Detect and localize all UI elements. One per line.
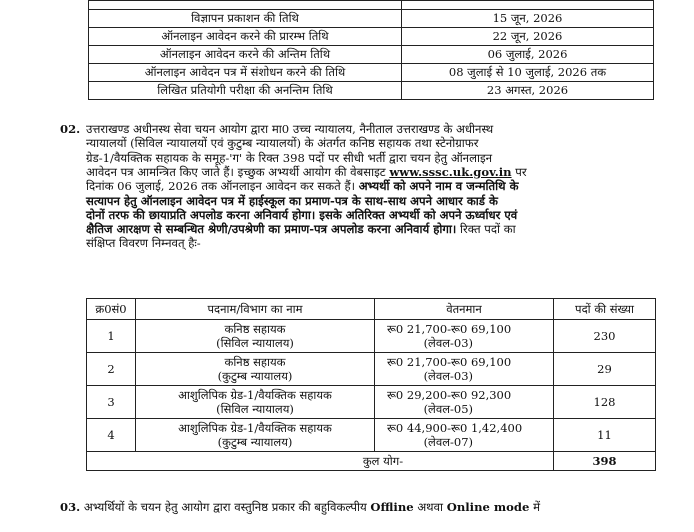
paragraph-number: 03. [60, 500, 81, 514]
table-row [87, 386, 656, 419]
pay-cell: रू0 29,200-रू0 92,300 (लेवल-05) [375, 386, 554, 419]
date-value: 23 अगस्त, 2026 [402, 82, 654, 100]
pay-cell: रू0 21,700-रू0 69,100 (लेवल-03) [375, 320, 554, 353]
table-row [89, 28, 654, 46]
date-label: ऑनलाइन आवेदन पत्र में संशोधन करने की तिथि [89, 64, 402, 82]
col-header-post: पदनाम/विभाग का नाम [136, 299, 375, 320]
table-row [89, 10, 654, 28]
count-cell: 128 [554, 386, 656, 419]
paragraph-line: आवेदन पत्र आमन्त्रित किए जाते हैं। इच्छुक अभ्यर्थी आयोग की वेबसाइट www.sssc.uk.gov.in पर [86, 164, 527, 179]
date-label: ऑनलाइन आवेदन करने की अन्तिम तिथि [89, 46, 402, 64]
table-row [87, 419, 656, 452]
table-total-row [87, 452, 656, 471]
paragraph-line: दिनांक 06 जुलाई, 2026 तक ऑनलाइन आवेदन कर सकते हैं। अभ्यर्थी को अपने नाम व जन्मतिथि के [86, 179, 519, 194]
paragraph-line: सत्यापन हेतु ऑनलाइन आवेदन पत्र में हाईस्कूल का प्रमाण-पत्र के साथ-साथ अपने आधार कार्ड के [86, 193, 498, 208]
count-cell: 11 [554, 419, 656, 452]
post-cell: आशुलिपिक ग्रेड-1/वैयक्तिक सहायक (कुटुम्ब न्यायालय) [136, 419, 375, 452]
paragraph-line: उत्तराखण्ड अधीनस्थ सेवा चयन आयोग द्वारा मा0 उच्च न्यायालय, नैनीताल उत्तराखण्ड के अधीनस्थ [86, 122, 494, 136]
paragraph-line: दोनों तरफ की छायाप्रति अपलोड करना अनिवार्य होगा। इसके अतिरिक्त अभ्यर्थी को अपने ऊर्ध्वाधर एवं [86, 207, 518, 222]
table-header-row [87, 299, 656, 320]
post-cell: आशुलिपिक ग्रेड-1/वैयक्तिक सहायक (सिविल न्यायालय) [136, 386, 375, 419]
date-label: विज्ञापन प्रकाशन की तिथि [89, 10, 402, 28]
count-cell: 230 [554, 320, 656, 353]
important-dates-table [88, 0, 654, 100]
paragraph-line: संक्षिप्त विवरण निम्नवत् हैः- [86, 236, 201, 251]
total-label: कुल योग- [87, 452, 554, 471]
post-cell: कनिष्ठ सहायक (कुटुम्ब न्यायालय) [136, 353, 375, 386]
post-cell: कनिष्ठ सहायक (सिविल न्यायालय) [136, 320, 375, 353]
col-header-pay: वेतनमान [375, 299, 554, 320]
col-header-count: पदों की संख्या [554, 299, 656, 320]
paragraph-line: ग्रेड-1/वैयक्तिक सहायक के समूह-'ग' के रिक्त 398 पदों पर सीधी भर्ती द्वारा चयन हेतु ऑनलाइन [86, 150, 493, 165]
paragraph-number: 02. [60, 122, 81, 136]
col-header-sno: क्र0सं0 [87, 299, 136, 320]
paragraph-line: क्षैतिज आरक्षण से सम्बन्धित श्रेणी/उपश्रेणी का प्रमाण-पत्र अपलोड करना अनिवार्य होगा। रिक्त पदों का [86, 222, 516, 237]
pay-cell: रू0 21,700-रू0 69,100 (लेवल-03) [375, 353, 554, 386]
total-value: 398 [554, 452, 656, 471]
date-value: 06 जुलाई, 2026 [402, 46, 654, 64]
count-cell: 29 [554, 353, 656, 386]
table-row [87, 353, 656, 386]
table-row [87, 320, 656, 353]
table-row [89, 46, 654, 64]
paragraph-line: न्यायालयों (सिविल न्यायालयों एवं कुटुम्ब न्यायालयों) के अंतर्गत कनिष्ठ सहायक तथा स्टेनोग्राफर [86, 136, 479, 151]
date-value: 08 जुलाई से 10 जुलाई, 2026 तक [402, 64, 654, 82]
table-row [89, 1, 654, 10]
date-label: ऑनलाइन आवेदन करने की प्रारम्भ तिथि [89, 28, 402, 46]
pay-cell: रू0 44,900-रू0 1,42,400 (लेवल-07) [375, 419, 554, 452]
vacancy-table [86, 298, 656, 471]
sno-cell: 2 [87, 353, 136, 386]
table-row [89, 64, 654, 82]
sno-cell: 4 [87, 419, 136, 452]
table-row [89, 82, 654, 100]
paragraph-03: 03. अभ्यर्थियों के चयन हेतु आयोग द्वारा वस्तुनिष्ठ प्रकार की बहुविकल्पीय Offline अथवा Online mode में [60, 500, 541, 514]
sno-cell: 3 [87, 386, 136, 419]
sno-cell: 1 [87, 320, 136, 353]
date-label: लिखित प्रतियोगी परीक्षा की अनन्तिम तिथि [89, 82, 402, 100]
website-link[interactable]: www.sssc.uk.gov.in [389, 164, 512, 179]
date-value: 22 जून, 2026 [402, 28, 654, 46]
date-value: 15 जून, 2026 [402, 10, 654, 28]
